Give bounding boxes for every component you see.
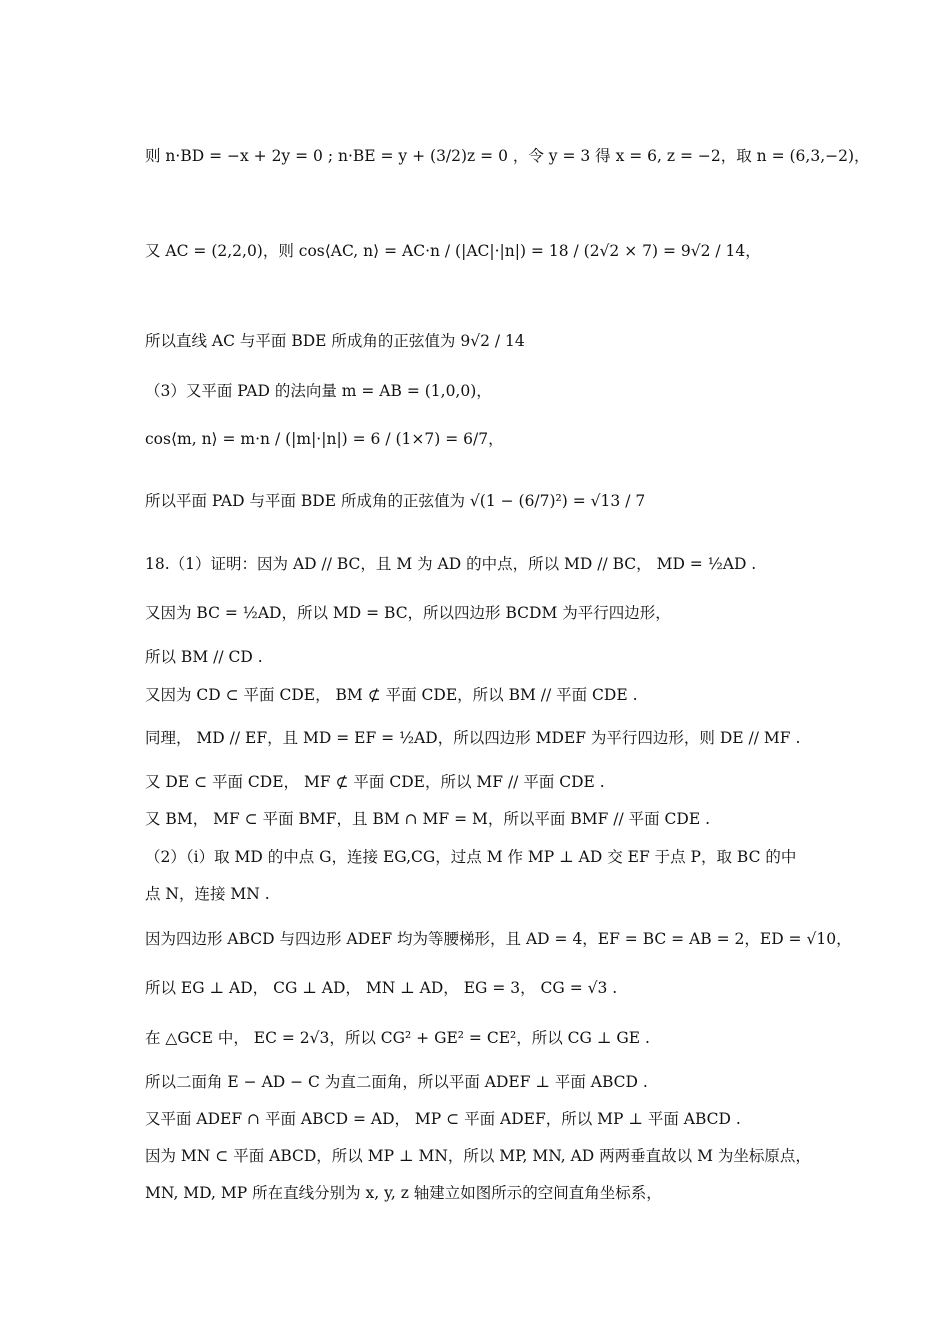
line-parallelogram-bcdm: 又因为 BC = ½AD，所以 MD = BC，所以四边形 BCDM 为平行四边形， [145,604,671,622]
line-trapezoids: 因为四边形 ABCD 与四边形 ADEF 均为等腰梯形，且 AD = 4，EF = BC = AB = 2，ED = √10， [145,930,852,948]
line-bm-cd: 所以 BM // CD . [145,648,263,666]
line-planes-parallel: 又 BM， MF ⊂ 平面 BMF，且 BM ∩ MF = M，所以平面 BMF // 平面 CDE . [145,810,711,828]
line-coordinate-system: MN, MD, MP 所在直线分别为 x, y, z 轴建立如图所示的空间直角坐标系， [145,1184,662,1202]
line-sine-planes: 所以平面 PAD 与平面 BDE 所成角的正弦值为 √(1 − (6/7)²) = √13 / 7 [145,492,646,510]
line-perpendiculars: 所以 EG ⊥ AD， CG ⊥ AD， MN ⊥ AD， EG = 3， CG = √3 . [145,979,618,997]
sine-ac-text: 所以直线 AC 与平面 BDE 所成角的正弦值为 [145,332,456,350]
line-point-n: 点 N，连接 MN . [145,885,270,903]
line-cos-m-n: cos⟨m, n⟩ = m·n / (|m|·|n|) = 6 / (1×7) = 6/7， [145,430,504,448]
line-bm-plane: 又因为 CD ⊂ 平面 CDE， BM ⊄ 平面 CDE，所以 BM // 平面 CDE . [145,686,638,704]
line-mdef: 同理， MD // EF，且 MD = EF = ½AD，所以四边形 MDEF 为平行四边形，则 DE // MF . [145,729,801,747]
line-dihedral: 所以二面角 E − AD − C 为直二面角，所以平面 ADEF ⊥ 平面 ABCD . [145,1073,648,1091]
line-cos-ac-n: 又 AC = (2,2,0)，则 cos⟨AC, n⟩ = AC·n / (|AC|·|n|) = 18 / (2√2 × 7) = 9√2 / 14， [145,242,761,260]
line-sine-ac [145,330,810,352]
sine-ac-value: 9√2 / 14 [460,332,525,350]
line-q18-proof: 18.（1）证明：因为 AD // BC，且 M 为 AD 的中点，所以 MD // BC， MD = ½AD . [145,555,757,573]
line-part2-i: （2）（ⅰ）取 MD 的中点 G，连接 EG,CG，过点 M 作 MP ⊥ AD 交 EF 于点 P，取 BC 的中 [145,848,797,866]
line-normal-vector: 则 n·BD = −x + 2y = 0 ; n·BE = y + (3/2)z = 0 ，令 y = 3 得 x = 6, z = −2，取 n = (6,3,−2)， [145,147,870,165]
line-triangle-gce: 在 △GCE 中， EC = 2√3，所以 CG² + GE² = CE²，所以 CG ⊥ GE . [145,1029,650,1047]
line-part3-normal: （3）又平面 PAD 的法向量 m = AB = (1,0,0)， [145,382,492,400]
line-mf-plane: 又 DE ⊂ 平面 CDE， MF ⊄ 平面 CDE，所以 MF // 平面 CDE . [145,773,605,791]
line-mp-plane: 又平面 ADEF ∩ 平面 ABCD = AD， MP ⊂ 平面 ADEF，所以 MP ⊥ 平面 ABCD . [145,1110,741,1128]
line-origin: 因为 MN ⊂ 平面 ABCD，所以 MP ⊥ MN，所以 MP, MN, AD 两两垂直故以 M 为坐标原点， [145,1147,811,1165]
